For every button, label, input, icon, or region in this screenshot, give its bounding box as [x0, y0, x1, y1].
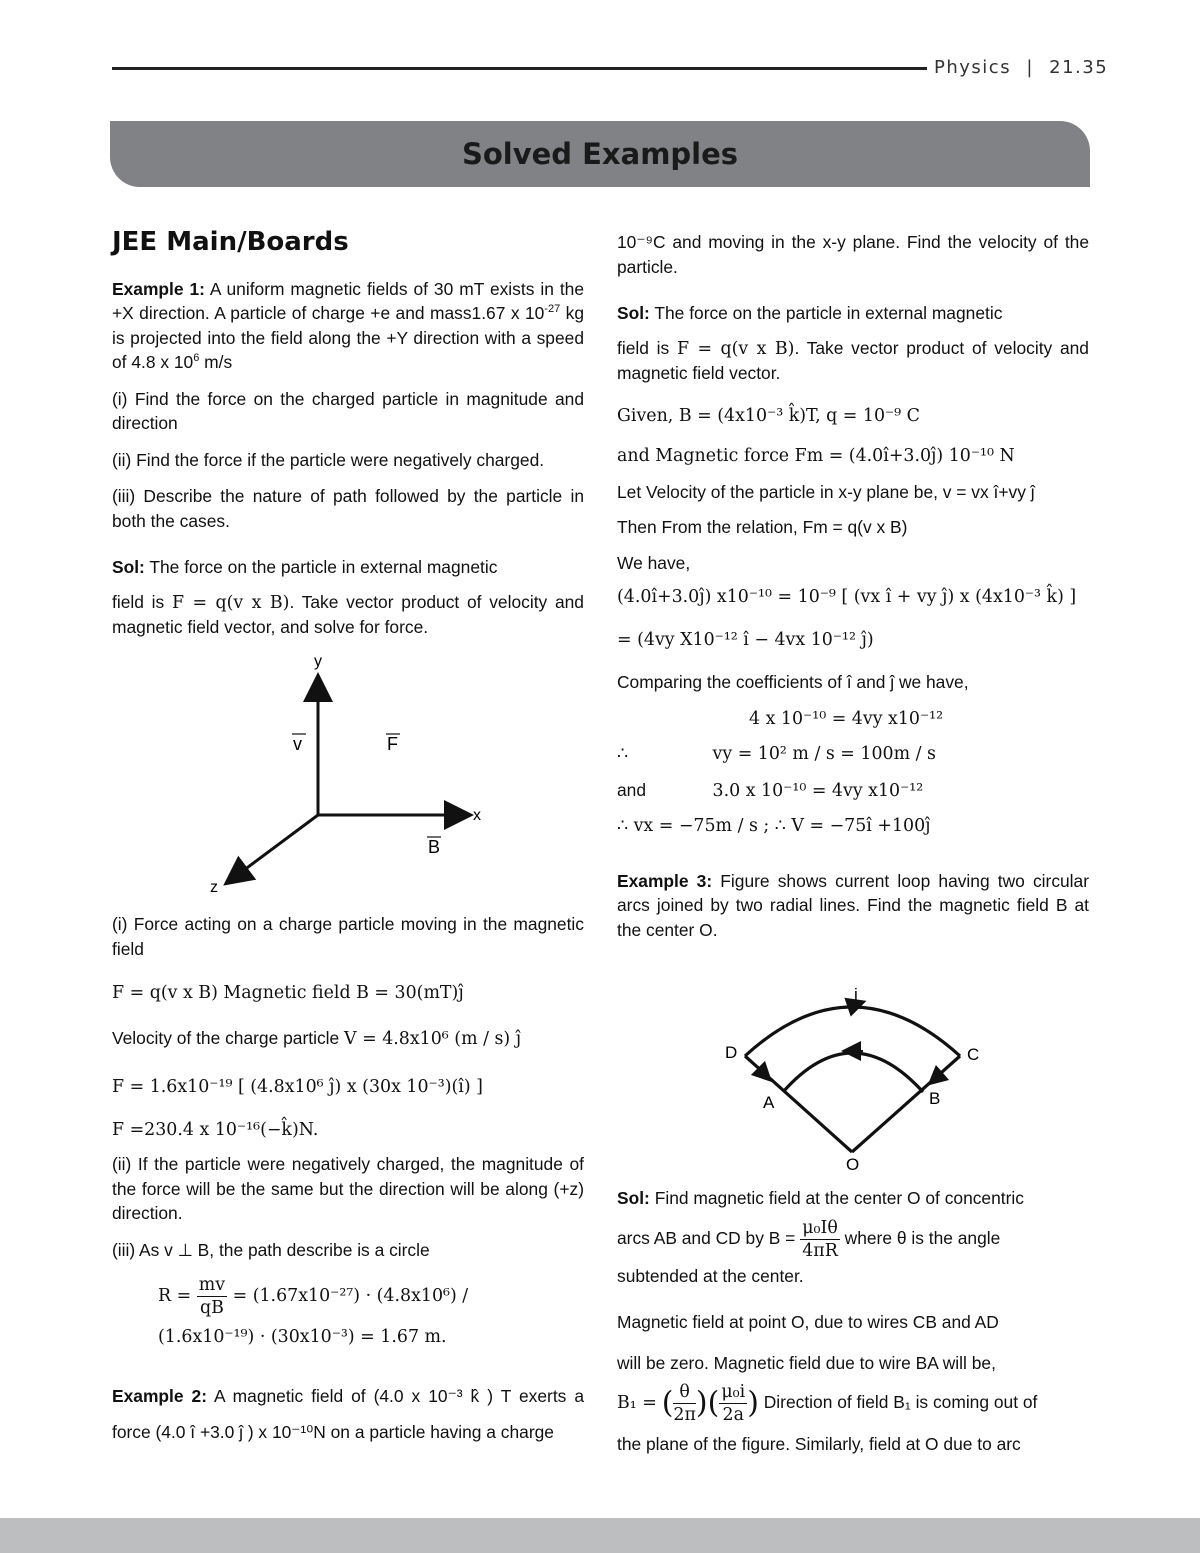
- left-column-lower: [112, 912, 584, 1450]
- part-1-text: (i) Force acting on a charge particle moving in the magnetic field: [112, 914, 584, 959]
- header-rule: [112, 67, 927, 70]
- header-page-number: 21.35: [1049, 57, 1109, 78]
- solution-3-text2a: arcs AB and CD by B =: [617, 1227, 796, 1248]
- field-at-o-line2: will be zero. Magnetic field due to wire BA will be,: [617, 1352, 996, 1373]
- current-label: i: [854, 985, 858, 1004]
- equation-d-line: [617, 742, 1089, 767]
- solution-2-equation: F = q(v x B): [676, 338, 795, 359]
- example-2-label: Example 2:: [112, 1385, 207, 1406]
- page-header: [934, 57, 1108, 78]
- equation-2-text: Velocity of the charge particle: [112, 1027, 340, 1048]
- b1-f1-numerator: θ: [673, 1381, 696, 1404]
- b1-fraction-2: [719, 1381, 747, 1426]
- therefore-symbol: ∴: [617, 744, 629, 764]
- point-d-label: D: [725, 1043, 738, 1062]
- radius-equation: [112, 1274, 584, 1319]
- example-1-exp2: 6: [193, 352, 200, 365]
- point-a-label: A: [763, 1093, 775, 1112]
- x-label: x: [473, 807, 481, 824]
- solution-1-label: Sol:: [112, 557, 145, 577]
- radius-rhs: = (1.67x10⁻²⁷) · (4.8x10⁶) /: [232, 1286, 469, 1306]
- example-1-text2: kg is projected into the field along the +Y direction with a speed of 4.8 x 10: [112, 303, 584, 372]
- solution-3-text2b: where θ is the angle: [844, 1227, 1001, 1248]
- last-line: the plane of the figure. Similarly, field at O due to arc: [617, 1434, 1021, 1454]
- radius-denominator: qB: [199, 1298, 224, 1318]
- b1-direction-text: Direction of field B₁ is coming out of: [763, 1392, 1038, 1413]
- equation-1: F = q(v x B) Magnetic field B = 30(mT)ĵ: [112, 983, 464, 1003]
- example-1-label: Example 1:: [112, 278, 205, 299]
- solution-1-equation: F = q(v x B): [171, 592, 290, 613]
- solution-2-text: The force on the particle in external magnetic: [654, 303, 1003, 323]
- and-label: and: [617, 779, 647, 800]
- left-radial-arrow: [755, 1065, 765, 1075]
- b1-f2-denominator: 2a: [722, 1405, 744, 1425]
- part-3-text: (iii) As v ⊥ B, the path describe is a circle: [112, 1239, 430, 1260]
- radius-numerator: mv: [198, 1275, 226, 1295]
- inner-arc-ab: [783, 1053, 923, 1092]
- b1-f2-numerator: μ₀i: [721, 1382, 746, 1402]
- equation-2: V = 4.8x10⁶ (m / s) ĵ: [344, 1028, 522, 1049]
- equation-e-line: [617, 778, 1089, 804]
- biot-denominator: 4πR: [802, 1240, 838, 1261]
- solution-1: [112, 555, 584, 580]
- axes-diagram: [200, 650, 500, 900]
- radial-line-co: [852, 1056, 960, 1152]
- equation-2-line: [112, 1026, 584, 1052]
- equation-f: ∴ vx = −75m / s ; ∴ V = −75î +100ĵ: [617, 816, 931, 836]
- z-label: z: [210, 879, 218, 896]
- b1-fraction-1: [673, 1381, 696, 1426]
- z-axis: [228, 815, 318, 882]
- b-vector-label: B: [428, 837, 441, 857]
- example-1: [112, 277, 584, 375]
- relation-line: Then From the relation, Fm = q(v x B): [617, 517, 908, 537]
- solution-2-line2: [617, 336, 1089, 386]
- we-have-line: We have,: [617, 552, 691, 573]
- solution-2-text2b: . Take vector product of velocity and magnetic field vector.: [617, 337, 1089, 383]
- solution-2: [617, 301, 1089, 326]
- right-column-lower: [617, 1186, 1089, 1457]
- solution-1-line2: [112, 590, 584, 640]
- equation-e: 3.0 x 10⁻¹⁰ = 4vy x10⁻¹²: [712, 780, 924, 801]
- right-column: [617, 230, 1089, 942]
- example-1-text3: m/s: [199, 352, 233, 372]
- header-separator: |: [1026, 57, 1034, 78]
- b1-lhs: B₁ =: [617, 1393, 657, 1414]
- magnetic-force-equation: and Magnetic force Fm = (4.0î+3.0ĵ) 10⁻¹⁰ N: [617, 446, 1015, 466]
- given-equation: Given, B = (4x10⁻³ k̂)T, q = 10⁻⁹ C: [617, 405, 920, 426]
- radius-equation-line2: (1.6x10⁻¹⁹) · (30x10⁻³) = 1.67 m.: [158, 1327, 447, 1347]
- equation-c: 4 x 10⁻¹⁰ = 4vy x10⁻¹²: [749, 708, 944, 729]
- point-b-label: B: [929, 1089, 941, 1108]
- solution-2-text2a: field is: [617, 337, 670, 358]
- solution-3: [617, 1186, 1089, 1211]
- banner-title: Solved Examples: [461, 137, 739, 171]
- equation-b: = (4vy X10⁻¹² î − 4vx 10⁻¹² ĵ): [617, 629, 874, 650]
- b1-f1-denominator: 2π: [673, 1405, 696, 1425]
- example-3: [617, 869, 1089, 943]
- example-2: [112, 1378, 584, 1450]
- example-3-text: Figure shows current loop having two circular arcs joined by two radial lines. Find the magnetic field B at the center O.: [617, 870, 1090, 940]
- example-1-text: A uniform magnetic fields of 30 mT exists in the +X direction. A particle of charge +e and mass1.67 x 10: [112, 278, 584, 323]
- left-column: [112, 227, 584, 640]
- compare-line: Comparing the coefficients of î and ĵ we have,: [617, 672, 969, 692]
- v-vector-label: v: [293, 734, 302, 754]
- footer-bar: [0, 1518, 1200, 1553]
- solution-1-text: The force on the particle in external magnetic: [149, 557, 498, 577]
- section-title: JEE Main/Boards: [112, 227, 349, 257]
- question-2: (ii) Find the force if the particle were negatively charged.: [112, 449, 545, 470]
- point-c-label: C: [967, 1045, 980, 1064]
- radius-lhs: R =: [158, 1286, 192, 1306]
- point-o-label: O: [846, 1155, 860, 1174]
- example-3-label: Example 3:: [617, 870, 713, 891]
- question-1: (i) Find the force on the charged particle in magnitude and direction: [112, 388, 584, 433]
- solution-3-text: Find magnetic field at the center O of concentric: [654, 1188, 1024, 1208]
- current-loop-diagram: [715, 980, 995, 1175]
- solution-3-label: Sol:: [617, 1188, 650, 1208]
- radius-fraction: [197, 1274, 227, 1319]
- section-banner: [110, 121, 1090, 187]
- solution-1-text2b: . Take vector product of velocity and magnetic field vector, and solve for force.: [112, 591, 584, 637]
- part-2-text: (ii) If the particle were negatively charged, the magnitude of the force will be the same but the direction will be along (+z) direction.: [112, 1154, 584, 1223]
- example-2-text: A magnetic field of (4.0 x 10⁻³ k̂ ) T exerts a force (4.0 î +3.0 ĵ ) x 10⁻¹⁰N on a particle having a charge: [112, 1385, 585, 1442]
- example-2-continuation: 10⁻⁹C and moving in the x-y plane. Find the velocity of the particle.: [617, 232, 1089, 277]
- equation-d: vy = 10² m / s = 100m / s: [712, 744, 936, 764]
- y-label: y: [314, 653, 322, 670]
- f-vector-label: F: [387, 734, 398, 754]
- equation-4: F =230.4 x 10⁻¹⁶(−k̂)N.: [112, 1119, 319, 1140]
- b1-equation-line: B₁ = ( $\frac{\theta}{2\pi}$ )( $\frac{\text{μ₀i}}{2a}$ ) Direction of field B₁ is coming out of: [617, 1382, 1038, 1425]
- solution-3-line2: [617, 1217, 1089, 1262]
- field-at-o-line1: Magnetic field at point O, due to wires CB and AD: [617, 1312, 999, 1332]
- equation-3: F = 1.6x10⁻¹⁹ [ (4.8x10⁶ ĵ) x (30x 10⁻³)(î) ]: [112, 1077, 483, 1097]
- biot-savart-fraction: [800, 1217, 840, 1262]
- header-subject: Physics: [934, 57, 1012, 78]
- solution-1-text2a: field is: [112, 591, 165, 612]
- velocity-definition: Let Velocity of the particle in x-y plane be, v = vx î+vy ĵ: [617, 481, 1035, 502]
- example-1-exp1: -27: [544, 303, 561, 316]
- biot-numerator: μ₀Iθ: [802, 1217, 838, 1238]
- solution-2-label: Sol:: [617, 303, 650, 323]
- question-3: (iii) Describe the nature of path followed by the particle in both the cases.: [112, 486, 584, 531]
- outer-arc-dc: [745, 1007, 960, 1056]
- solution-3-line3: subtended at the center.: [617, 1265, 804, 1286]
- equation-a: (4.0î+3.0ĵ) x10⁻¹⁰ = 10⁻⁹ [ (vx î + vy ĵ) x (4x10⁻³ k̂) ]: [617, 587, 1077, 607]
